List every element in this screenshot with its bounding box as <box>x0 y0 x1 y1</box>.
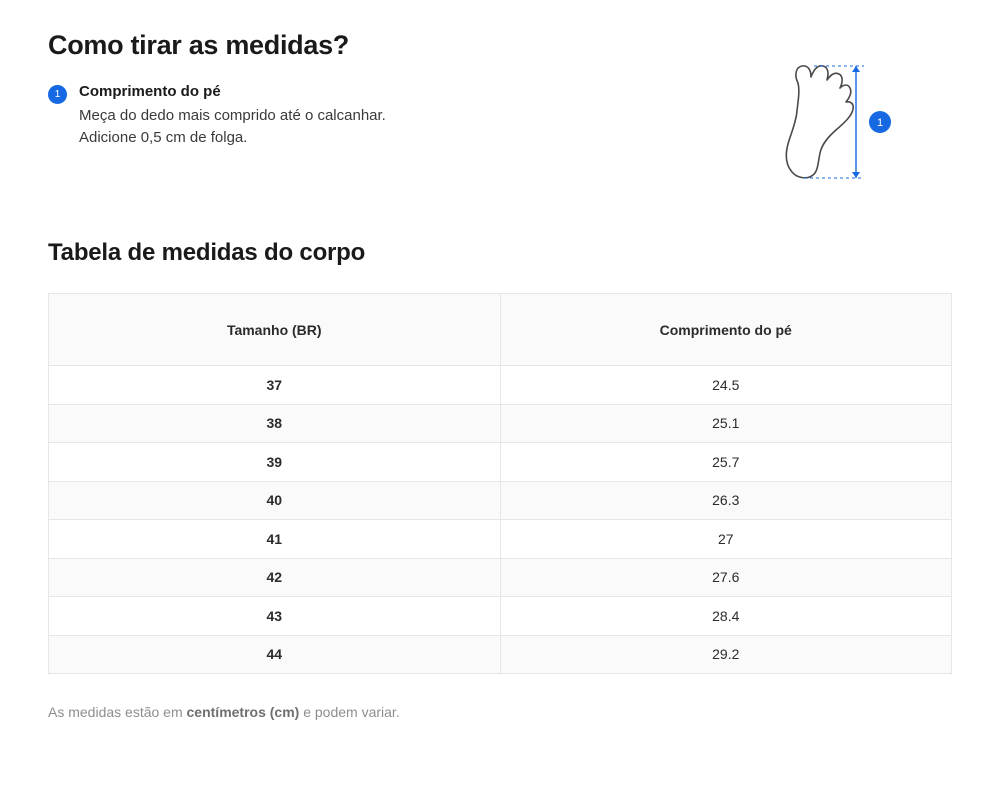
how-to-measure-section <box>48 83 952 213</box>
cell-size: 43 <box>49 597 501 636</box>
table-row <box>49 366 952 405</box>
cell-foot-length: 25.1 <box>500 404 952 443</box>
cell-foot-length: 29.2 <box>500 635 952 674</box>
cell-size: 38 <box>49 404 501 443</box>
table-title: Tabela de medidas do corpo <box>48 239 366 266</box>
step-number-badge: 1 <box>48 85 67 104</box>
page-title: Como tirar as medidas? <box>48 30 349 60</box>
table-header-row <box>49 294 952 366</box>
cell-foot-length: 24.5 <box>500 366 952 405</box>
cell-size: 39 <box>49 443 501 482</box>
footnote-suffix: e podem variar. <box>299 704 400 720</box>
cell-foot-length: 25.7 <box>500 443 952 482</box>
cell-foot-length: 26.3 <box>500 481 952 520</box>
size-chart-table <box>48 293 952 674</box>
diagram-callout-number: 1 <box>876 117 884 129</box>
step-body <box>79 83 608 149</box>
table-row <box>49 404 952 443</box>
table-row <box>49 443 952 482</box>
table-row <box>49 597 952 636</box>
cell-foot-length: 27.6 <box>500 558 952 597</box>
measurement-footnote <box>48 704 952 720</box>
footnote-unit: centímetros (cm) <box>186 704 300 720</box>
cell-size: 40 <box>49 481 501 520</box>
footnote-prefix: As medidas estão em <box>48 704 187 720</box>
step-title: Comprimento do pé <box>79 83 221 100</box>
table-row <box>49 635 952 674</box>
foot-measure-diagram <box>756 47 896 197</box>
column-header-foot-length: Comprimento do pé <box>500 294 952 366</box>
table-row <box>49 481 952 520</box>
measure-step <box>48 83 608 149</box>
foot-outline-icon <box>756 47 896 197</box>
cell-foot-length: 28.4 <box>500 597 952 636</box>
column-header-size: Tamanho (BR) <box>49 294 501 366</box>
table-body <box>49 366 952 674</box>
cell-size: 42 <box>49 558 501 597</box>
cell-foot-length: 27 <box>500 520 952 559</box>
table-head <box>49 294 952 366</box>
step-description: Meça do dedo mais comprido até o calcanhar. Adicione 0,5 cm de folga. <box>79 107 386 146</box>
table-row <box>49 558 952 597</box>
cell-size: 37 <box>49 366 501 405</box>
cell-size: 44 <box>49 635 501 674</box>
table-row <box>49 520 952 559</box>
cell-size: 41 <box>49 520 501 559</box>
